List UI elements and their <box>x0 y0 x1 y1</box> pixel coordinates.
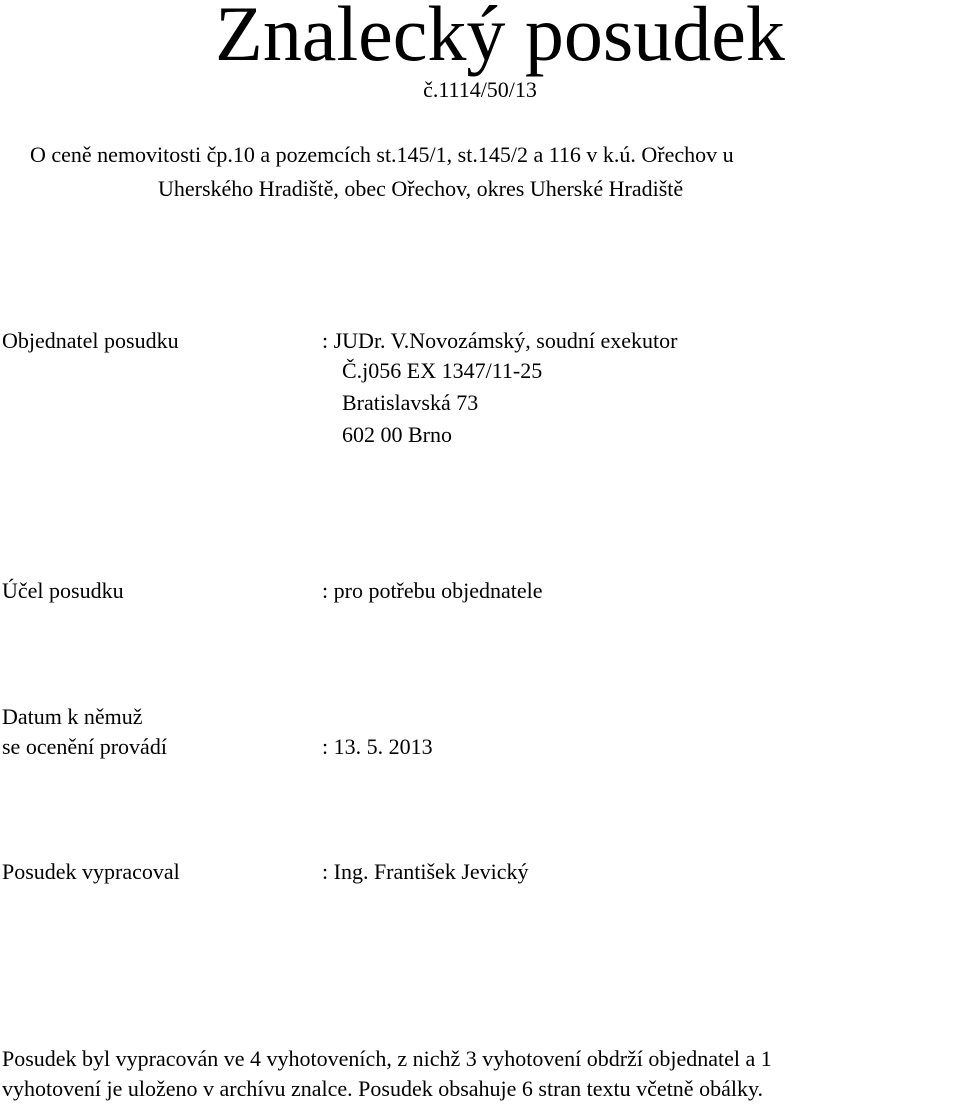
author-value: : Ing. František Jevický <box>322 859 529 884</box>
client-street: Bratislavská 73 <box>342 390 479 415</box>
date-label-line-1: Datum k němuž <box>2 704 143 729</box>
purpose-label: Účel posudku <box>2 578 124 603</box>
subject-line-1: O ceně nemovitosti čp.10 a pozemcích st.145/1, st.145/2 a 116 v k.ú. Ořechov u <box>30 142 734 167</box>
document-title: Znalecký posudek <box>215 0 785 77</box>
footer-line-1: Posudek byl vypracován ve 4 vyhotoveních, z nichž 3 vyhotovení obdrží objednatel a 1 <box>2 1046 772 1071</box>
author-label: Posudek vypracoval <box>2 859 180 884</box>
client-city: 602 00 Brno <box>342 422 452 447</box>
purpose-value: : pro potřebu objednatele <box>322 578 543 603</box>
client-case-number: Č.j056 EX 1347/11-25 <box>342 358 543 383</box>
date-value: : 13. 5. 2013 <box>322 734 433 759</box>
date-label-line-2: se ocenění provádí <box>2 734 167 759</box>
subject-line-2: Uherského Hradiště, obec Ořechov, okres Uherské Hradiště <box>158 176 684 201</box>
report-number: č.1114/50/13 <box>423 77 537 102</box>
client-label: Objednatel posudku <box>2 328 179 353</box>
footer-line-2: vyhotovení je uloženo v archívu znalce. Posudek obsahuje 6 stran textu včetně obálky. <box>2 1076 764 1101</box>
client-name: : JUDr. V.Novozámský, soudní exekutor <box>322 328 678 353</box>
